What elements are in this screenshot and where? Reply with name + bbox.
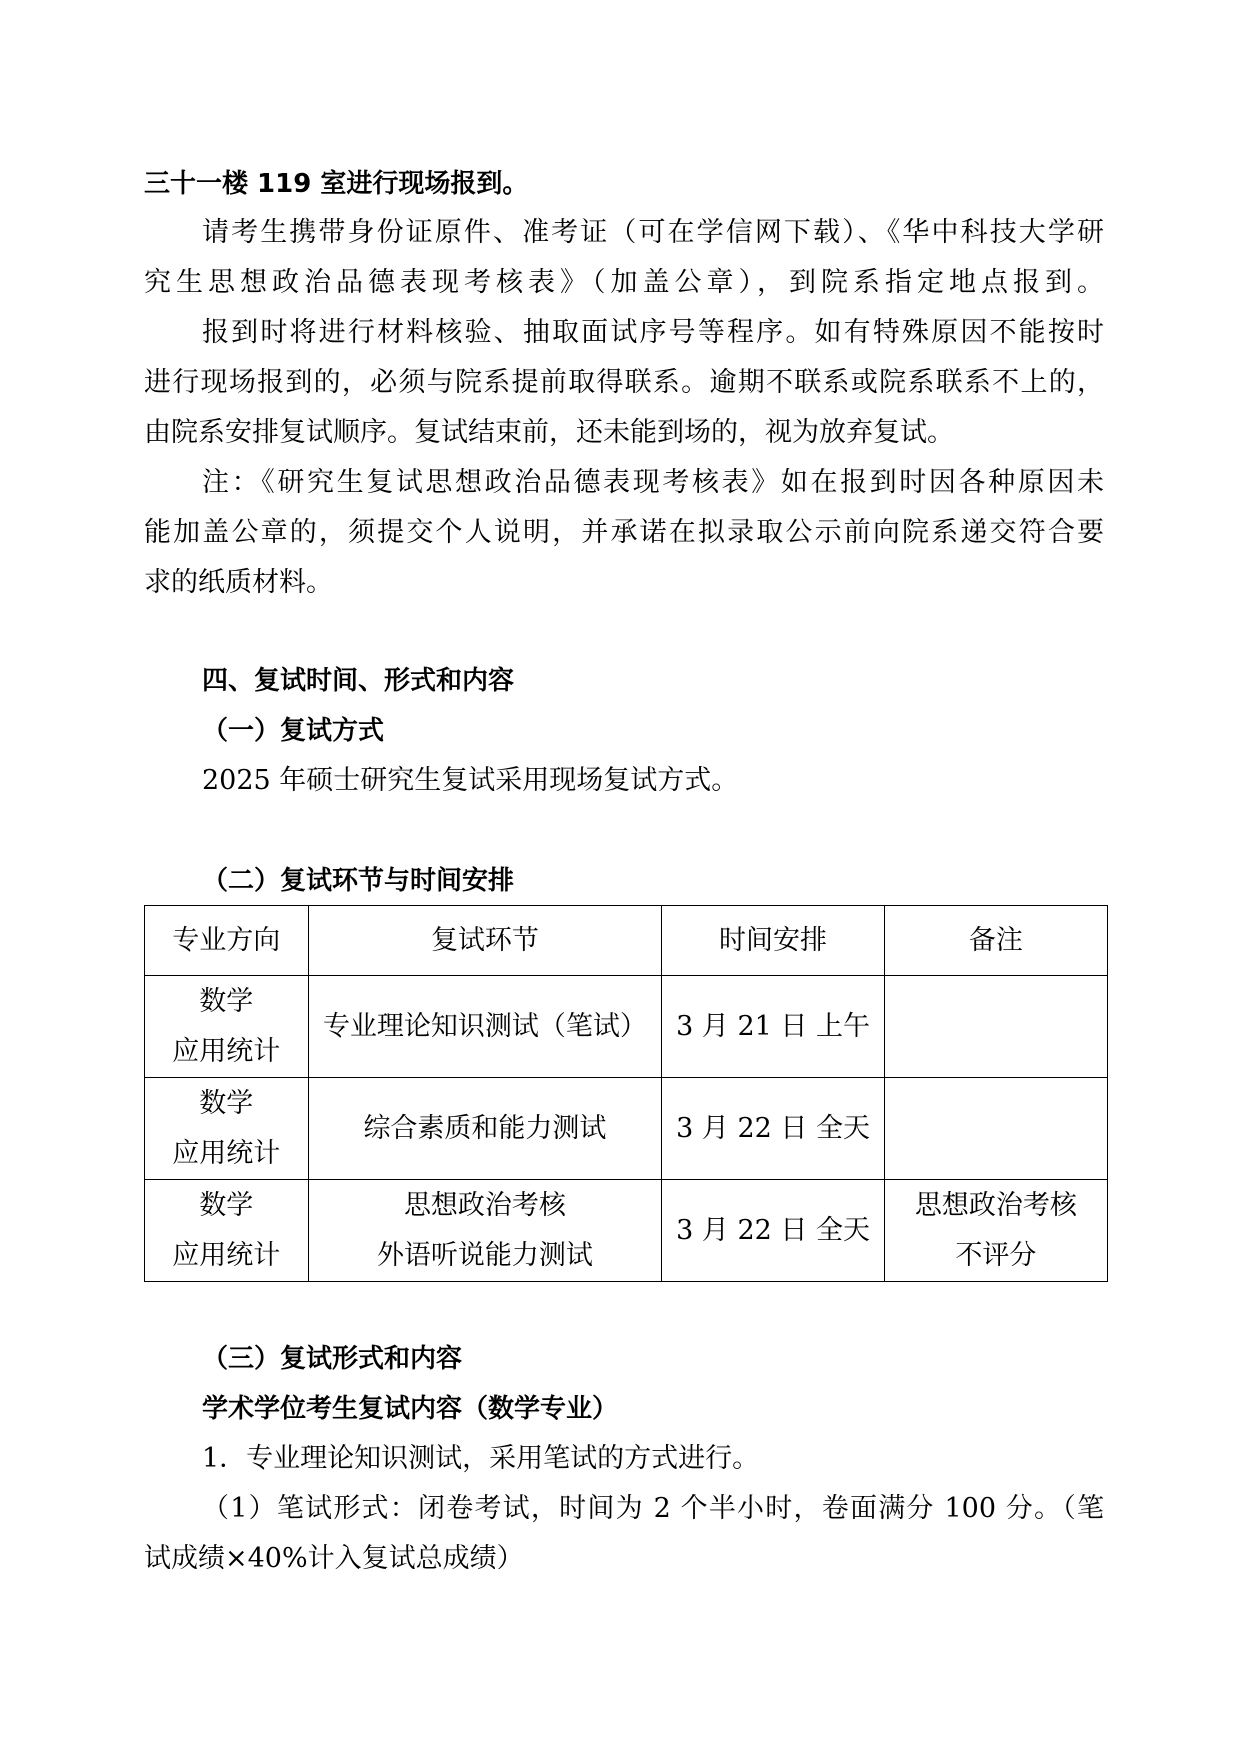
subsection-method-text: 2025 年硕士研究生复试采用现场复试方式。 bbox=[202, 765, 739, 796]
cell-time: 3 月 21 日 上午 bbox=[662, 976, 884, 1078]
cell-time: 3 月 22 日 全天 bbox=[662, 1180, 884, 1282]
cell-major-line1: 数学 bbox=[199, 985, 254, 1017]
paragraph-verification-line3: 由院系安排复试顺序。复试结束前，还未能到场的，视为放弃复试。 bbox=[144, 417, 954, 448]
cell-stage bbox=[308, 976, 662, 1078]
cell-major-line2: 应用统计 bbox=[172, 1137, 281, 1169]
cell-note bbox=[884, 976, 1107, 1078]
cell-note-line2: 不评分 bbox=[955, 1239, 1037, 1271]
cell-note-line1: 思想政治考核 bbox=[914, 1189, 1077, 1221]
paragraph-materials-line2: 究生思想政治品德表现考核表》（加盖公章），到院系指定地点报到。 bbox=[144, 267, 1104, 298]
paragraph-note-line3: 求的纸质材料。 bbox=[144, 567, 333, 598]
paragraph-verification-line2: 进行现场报到的，必须与院系提前取得联系。逾期不联系或院系联系不上的， bbox=[144, 367, 1104, 398]
academic-degree-heading: 学术学位考生复试内容（数学专业） bbox=[202, 1394, 619, 1424]
header-stage: 复试环节 bbox=[308, 906, 662, 976]
cell-major bbox=[145, 976, 309, 1078]
subsection-content-heading: （三）复试形式和内容 bbox=[202, 1344, 463, 1374]
schedule-table bbox=[144, 905, 1108, 1282]
cell-stage-line1: 思想政治考核 bbox=[403, 1189, 566, 1221]
subsection-schedule-heading: （二）复试环节与时间安排 bbox=[202, 866, 515, 896]
cell-major bbox=[145, 1180, 309, 1282]
cell-stage-line1: 综合素质和能力测试 bbox=[363, 1112, 607, 1144]
subsection-method-heading: （一）复试方式 bbox=[202, 716, 385, 746]
paragraph-verification-line1: 报到时将进行材料核验、抽取面试序号等程序。如有特殊原因不能按时 bbox=[202, 317, 1104, 348]
header-major: 专业方向 bbox=[145, 906, 309, 976]
cell-stage-line1: 专业理论知识测试（笔试） bbox=[322, 1010, 647, 1042]
cell-stage-line2: 外语听说能力测试 bbox=[376, 1239, 593, 1271]
cell-major-line2: 应用统计 bbox=[172, 1239, 281, 1271]
cell-note bbox=[884, 1078, 1107, 1180]
cell-stage bbox=[308, 1078, 662, 1180]
cell-major-line1: 数学 bbox=[199, 1087, 254, 1119]
cell-major bbox=[145, 1078, 309, 1180]
item1-text: 1．专业理论知识测试，采用笔试的方式进行。 bbox=[202, 1443, 760, 1474]
paragraph-note-line1: 注：《研究生复试思想政治品德表现考核表》如在报到时因各种原因未 bbox=[202, 467, 1104, 498]
paragraph-report-location: 三十一楼 119 室进行现场报到。 bbox=[144, 169, 529, 199]
table-header-row bbox=[145, 906, 1108, 976]
cell-major-line2: 应用统计 bbox=[172, 1035, 281, 1067]
paragraph-note-line2: 能加盖公章的，须提交个人说明，并承诺在拟录取公示前向院系递交符合要 bbox=[144, 517, 1104, 548]
cell-time: 3 月 22 日 全天 bbox=[662, 1078, 884, 1180]
table-row bbox=[145, 1180, 1108, 1282]
cell-note bbox=[884, 1180, 1107, 1282]
section4-heading: 四、复试时间、形式和内容 bbox=[202, 666, 515, 696]
header-note: 备注 bbox=[884, 906, 1107, 976]
cell-major-line1: 数学 bbox=[199, 1189, 254, 1221]
header-time: 时间安排 bbox=[662, 906, 884, 976]
item1-sub-line1: （1）笔试形式：闭卷考试，时间为 2 个半小时，卷面满分 100 分。（笔 bbox=[202, 1493, 1104, 1524]
cell-stage bbox=[308, 1180, 662, 1282]
table-row bbox=[145, 976, 1108, 1078]
table-row bbox=[145, 1078, 1108, 1180]
paragraph-materials-line1: 请考生携带身份证原件、准考证（可在学信网下载）、《华中科技大学研 bbox=[202, 217, 1104, 248]
item1-sub-line2: 试成绩×40%计入复试总成绩） bbox=[144, 1543, 524, 1574]
